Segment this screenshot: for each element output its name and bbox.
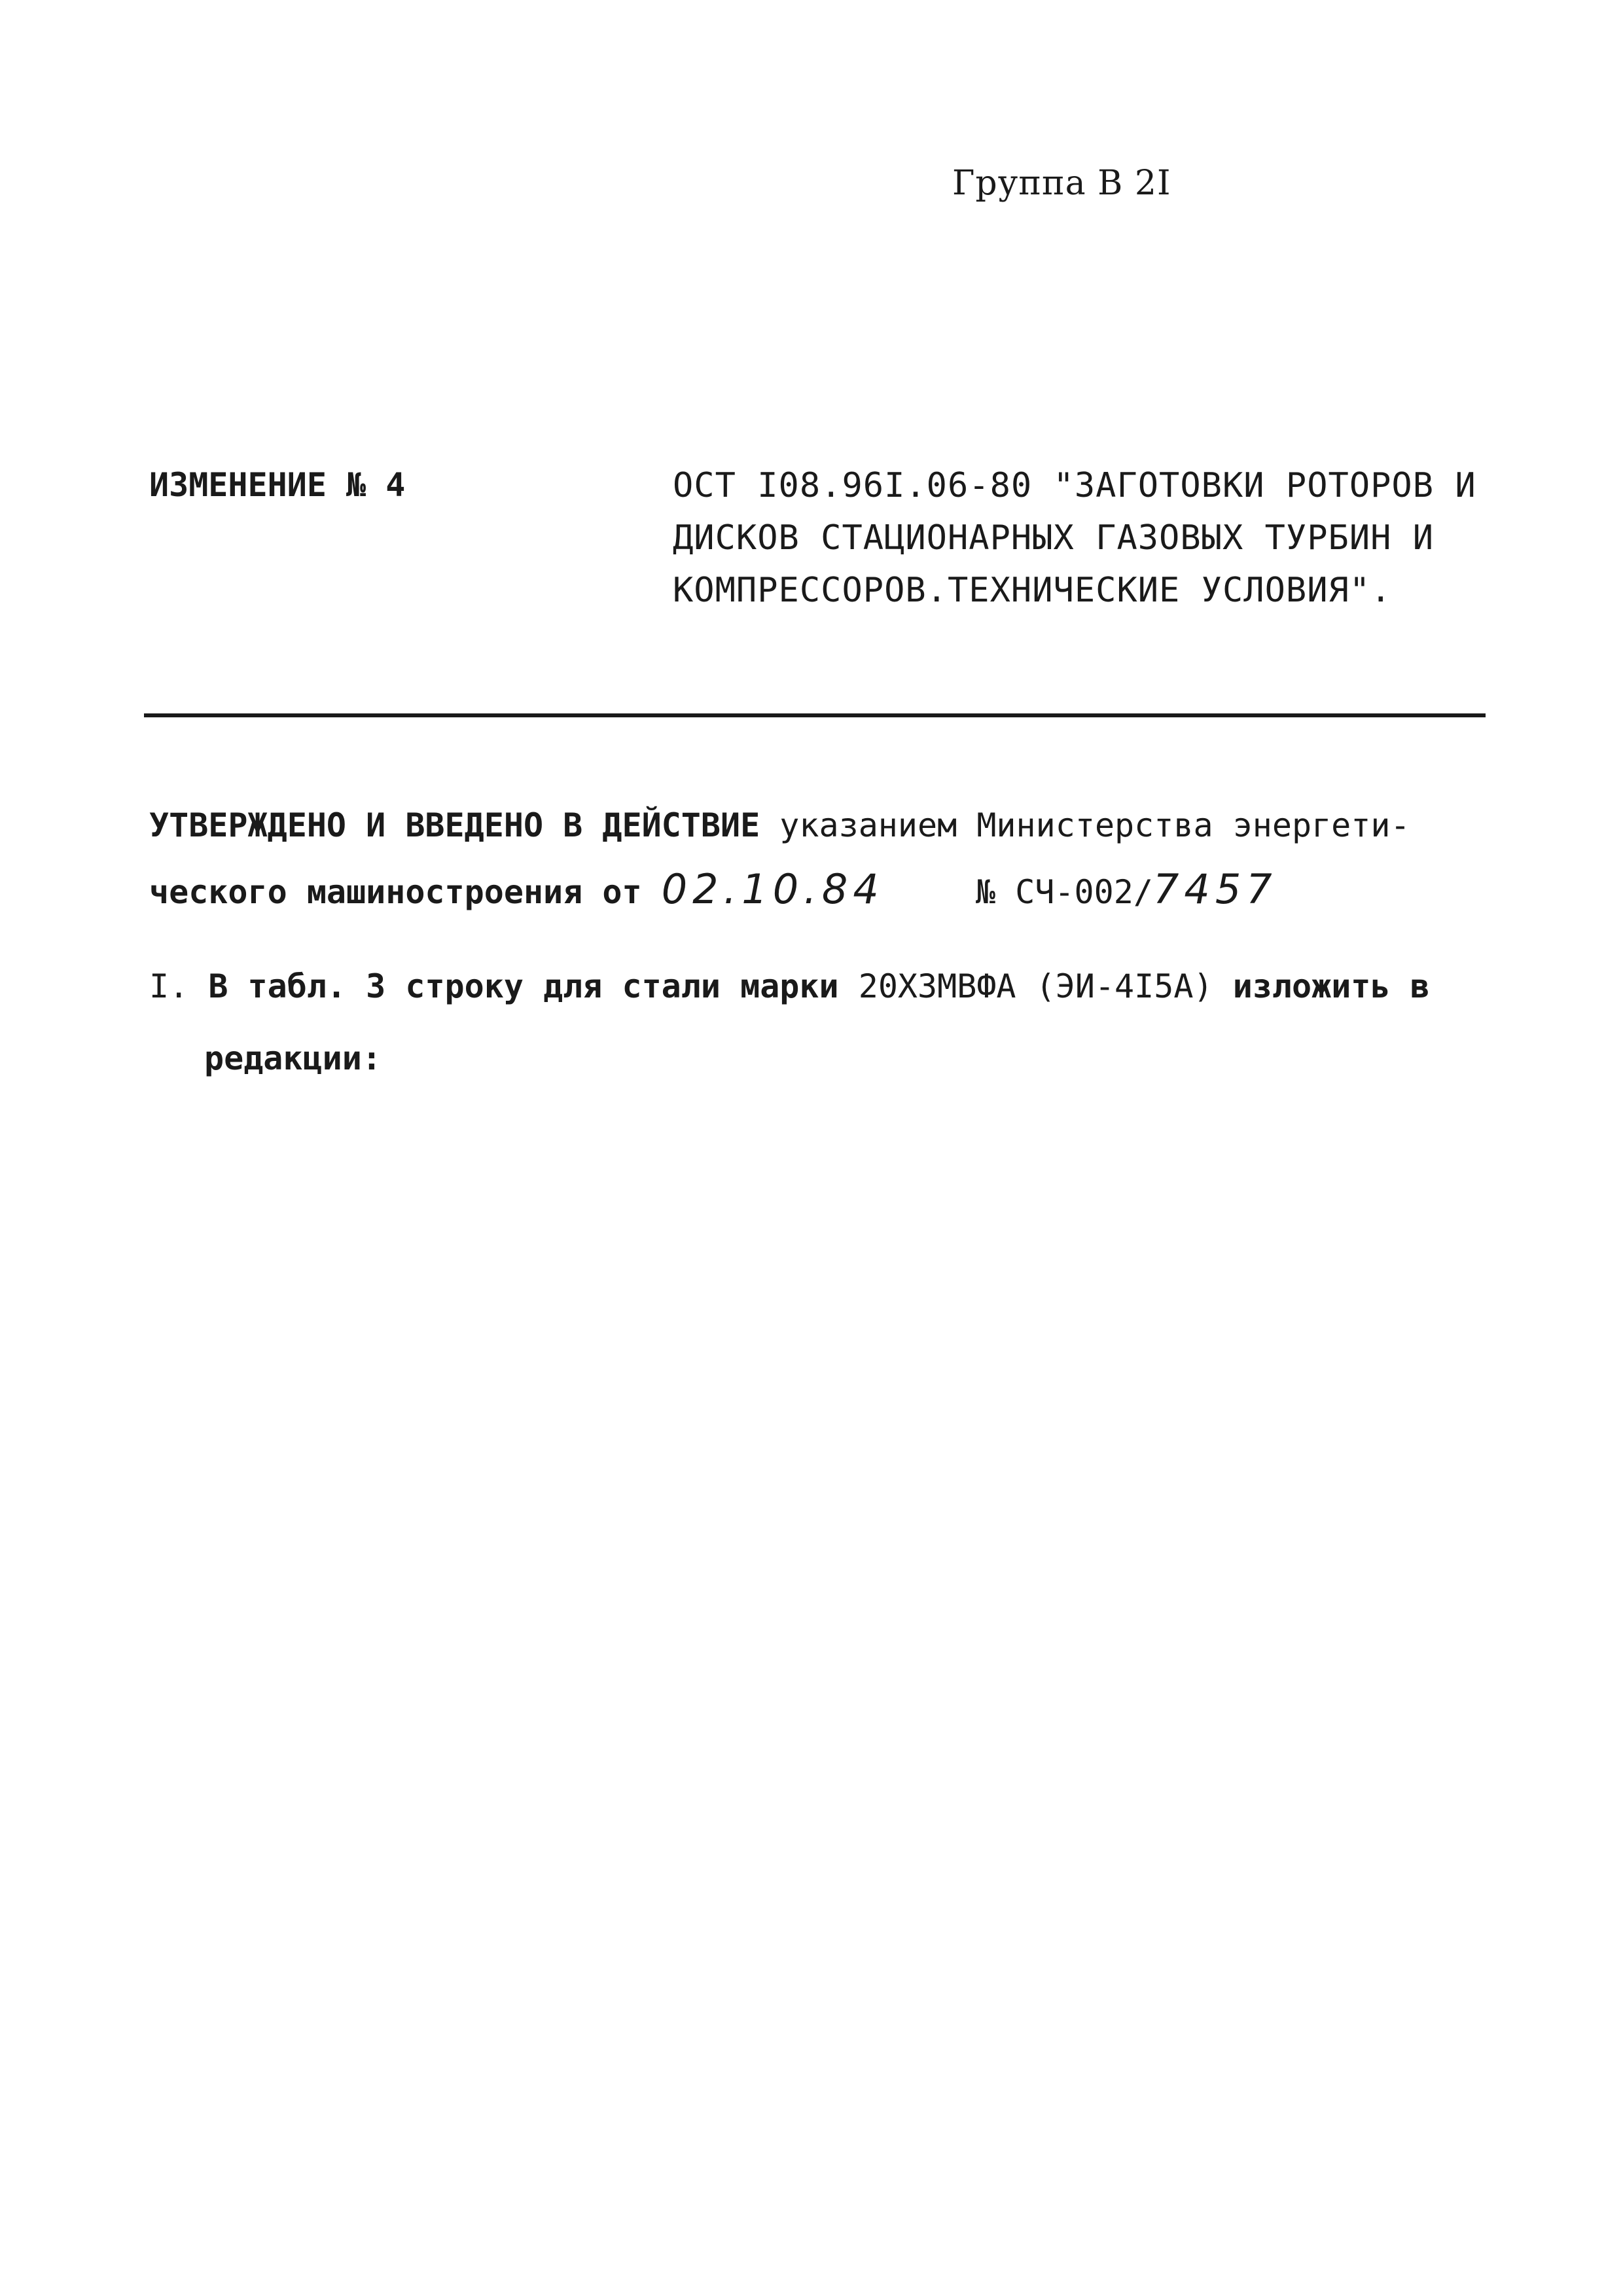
order-number-prefix: № СЧ-002/ — [976, 873, 1153, 911]
approval-date: 02.10.84 — [661, 865, 884, 913]
standard-title-line-1: ОСТ I08.96I.06-80 "ЗАГОТОВКИ РОТОРОВ И — [673, 466, 1476, 505]
item-1-number: I. — [149, 967, 189, 1005]
horizontal-divider — [144, 713, 1486, 717]
change-label: ИЗМЕНЕНИЕ № 4 — [149, 466, 406, 504]
item-1-continuation: редакции: — [204, 1039, 382, 1077]
item-1-line-1 — [149, 967, 1430, 1005]
item-1-text: В табл. 3 строку для стали марки — [208, 967, 839, 1005]
approval-caps: УТВЕРЖДЕНО И ВВЕДЕНО В ДЕЙСТВИЕ — [149, 806, 760, 844]
approval-line-2 — [149, 865, 1277, 913]
standard-title-line-3: КОМПРЕССОРОВ.ТЕХНИЧЕСКИЕ УСЛОВИЯ". — [673, 571, 1392, 610]
ministry-text: ческого машиностроения от — [149, 873, 642, 911]
approval-line-1 — [149, 806, 1410, 844]
approval-text: указанием Министерства энергети- — [779, 806, 1410, 844]
group-code: Группа В 2I — [952, 164, 1171, 203]
item-1-steel-grade: 20Х3МВФА (ЭИ-4I5А) — [858, 967, 1213, 1005]
order-number-handwritten: 7457 — [1152, 865, 1277, 913]
item-1-rest: изложить в — [1232, 967, 1430, 1005]
standard-title-line-2: ДИСКОВ СТАЦИОНАРНЫХ ГАЗОВЫХ ТУРБИН И — [673, 518, 1435, 558]
